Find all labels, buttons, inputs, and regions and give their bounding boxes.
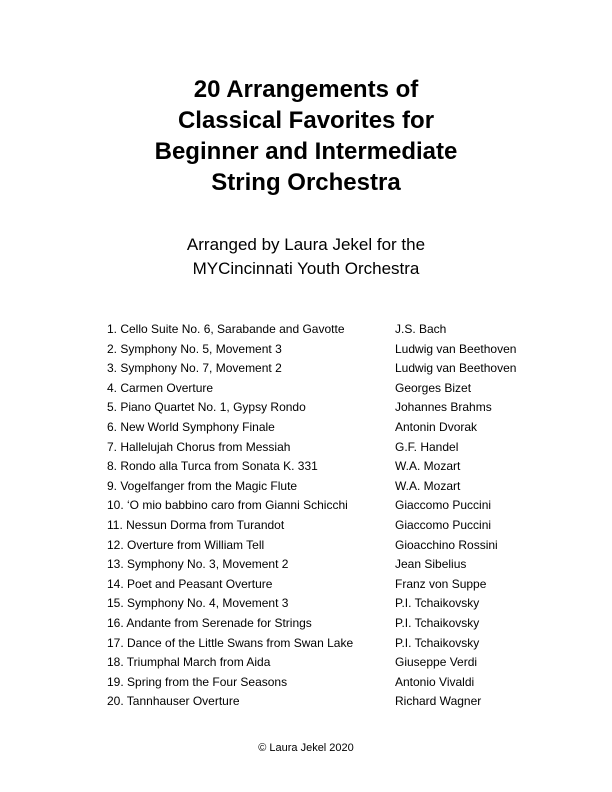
- piece-composer: W.A. Mozart: [395, 478, 461, 493]
- piece-composer: P.I. Tchaikovsky: [395, 596, 480, 611]
- piece-composer: Antonio Vivaldi: [395, 674, 475, 689]
- piece-row: [107, 555, 547, 575]
- title-line: String Orchestra: [211, 169, 401, 196]
- piece-row: [107, 457, 547, 477]
- title-line: Classical Favorites for: [177, 107, 435, 134]
- piece-composer: Ludwig van Beethoven: [395, 341, 517, 356]
- piece-composer: Gioacchino Rossini: [395, 537, 498, 552]
- copyright-notice: © Laura Jekel 2020: [258, 742, 354, 754]
- piece-title: 17. Dance of the Little Swans from Swan Lake: [107, 635, 354, 650]
- piece-composer: Richard Wagner: [395, 694, 482, 709]
- piece-title: 7. Hallelujah Chorus from Messiah: [107, 439, 291, 454]
- piece-row: [107, 575, 547, 595]
- piece-row: [107, 418, 547, 438]
- piece-row: [107, 614, 547, 634]
- piece-row: [107, 379, 547, 399]
- piece-composer: G.F. Handel: [395, 439, 459, 454]
- piece-title: 3. Symphony No. 7, Movement 2: [107, 361, 282, 376]
- piece-composer: P.I. Tchaikovsky: [395, 615, 480, 630]
- piece-row: [107, 340, 547, 360]
- piece-title: 20. Tannhauser Overture: [107, 694, 240, 709]
- piece-row: [107, 692, 547, 712]
- piece-composer: Giaccomo Puccini: [395, 517, 492, 532]
- piece-title: 12. Overture from William Tell: [107, 537, 265, 552]
- piece-title: 11. Nessun Dorma from Turandot: [107, 517, 285, 532]
- piece-title: 15. Symphony No. 4, Movement 3: [107, 596, 289, 611]
- piece-title: 8. Rondo alla Turca from Sonata K. 331: [107, 459, 318, 474]
- title-line: 20 Arrangements of: [193, 76, 419, 103]
- subtitle-line: Arranged by Laura Jekel for the: [186, 235, 426, 254]
- piece-title: 16. Andante from Serenade for Strings: [107, 615, 312, 630]
- piece-composer: Giuseppe Verdi: [395, 655, 478, 670]
- document-title: [0, 74, 612, 198]
- piece-row: [107, 536, 547, 556]
- piece-row: [107, 477, 547, 497]
- piece-composer: Jean Sibelius: [395, 557, 467, 572]
- piece-composer: Giaccomo Puccini: [395, 498, 492, 513]
- piece-composer: Ludwig van Beethoven: [395, 361, 517, 376]
- piece-composer: Johannes Brahms: [395, 400, 492, 415]
- piece-title: 10. ‘O mio babbino caro from Gianni Schicchi: [107, 498, 348, 513]
- piece-row: [107, 320, 547, 340]
- piece-row: [107, 653, 547, 673]
- piece-row: [107, 398, 547, 418]
- piece-row: [107, 359, 547, 379]
- piece-row: [107, 594, 547, 614]
- piece-composer: Georges Bizet: [395, 380, 472, 395]
- piece-row: [107, 496, 547, 516]
- piece-composer: Antonin Dvorak: [395, 419, 478, 434]
- piece-title: 9. Vogelfanger from the Magic Flute: [107, 478, 298, 493]
- piece-title: 18. Triumphal March from Aida: [107, 655, 271, 670]
- piece-row: [107, 438, 547, 458]
- piece-composer: P.I. Tchaikovsky: [395, 635, 480, 650]
- piece-list: [107, 320, 547, 712]
- piece-composer: Franz von Suppe: [395, 576, 487, 591]
- piece-title: 6. New World Symphony Finale: [107, 419, 275, 434]
- piece-row: [107, 516, 547, 536]
- arranger-credit: [0, 233, 612, 281]
- piece-composer: J.S. Bach: [395, 322, 447, 336]
- piece-composer: W.A. Mozart: [395, 459, 461, 474]
- subtitle-line: MYCincinnati Youth Orchestra: [192, 259, 420, 278]
- title-line: Beginner and Intermediate: [154, 138, 458, 165]
- piece-title: 19. Spring from the Four Seasons: [107, 674, 288, 689]
- piece-title: 13. Symphony No. 3, Movement 2: [107, 557, 289, 572]
- piece-title: 2. Symphony No. 5, Movement 3: [107, 341, 282, 356]
- piece-row: [107, 634, 547, 654]
- piece-title: 14. Poet and Peasant Overture: [107, 576, 273, 591]
- piece-title: 5. Piano Quartet No. 1, Gypsy Rondo: [107, 400, 306, 415]
- piece-title: 1. Cello Suite No. 6, Sarabande and Gavotte: [107, 322, 345, 336]
- piece-row: [107, 673, 547, 693]
- piece-title: 4. Carmen Overture: [107, 380, 214, 395]
